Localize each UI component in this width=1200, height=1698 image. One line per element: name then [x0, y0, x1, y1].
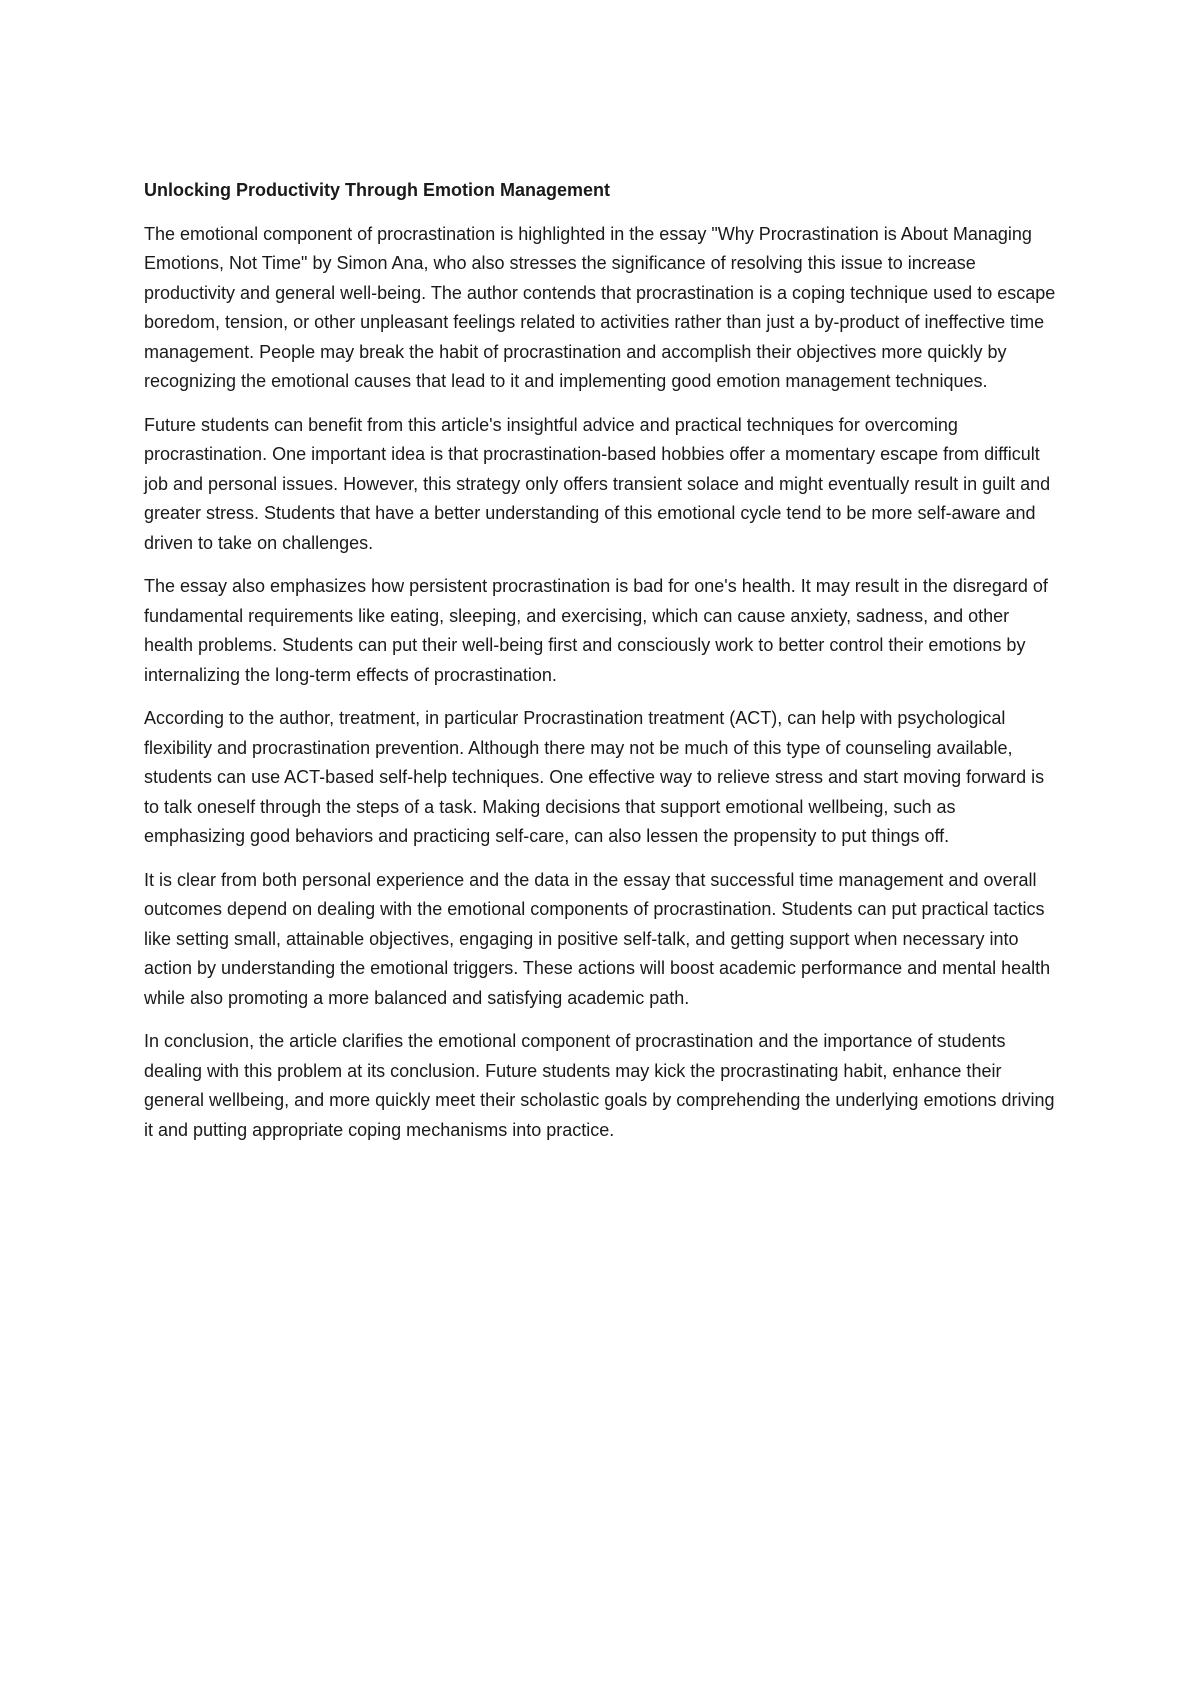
document-body: [144, 176, 1060, 1159]
document-title: Unlocking Productivity Through Emotion Management: [144, 180, 611, 200]
paragraph-techniques: Future students can benefit from this article's insightful advice and practical techniques for overcoming procrastination. One important idea is that procrastination-based hobbies offer a momentary escape from difficult job and personal issues. However, this strategy only offers transient solace and might eventually result in guilt and greater stress. Students that have a better understanding of this emotional cycle tend to be more self-aware and driven to take on challenges.: [144, 414, 1051, 553]
paragraph-treatment: According to the author, treatment, in particular Procrastination treatment (ACT), can help with psychological flexibility and procrastination prevention. Although there may not be much of this type of counseling available, students can use ACT-based self-help techniques. One effective way to relieve stress and start moving forward is to talk oneself through the steps of a task. Making decisions that support emotional wellbeing, such as emphasizing good behaviors and practicing self-care, can also lessen the propensity to put things off.: [144, 708, 1045, 846]
paragraph-outcomes: It is clear from both personal experience and the data in the essay that successful time management and overall outcomes depend on dealing with the emotional components of procrastination. Students can put practical tactics like setting small, attainable objectives, engaging in positive self-talk, and getting support when necessary into action by understanding the emotional triggers. These actions will boost academic performance and mental health while also promoting a more balanced and satisfying academic path.: [144, 869, 1051, 1008]
paragraph-health: The essay also emphasizes how persistent procrastination is bad for one's health. It may result in the disregard of fundamental requirements like eating, sleeping, and exercising, which can cause anxiety, sadness, and other health problems. Students can put their well-being first and consciously work to better control their emotions by internalizing the long-term effects of procrastination.: [144, 576, 1048, 685]
paragraph-intro: The emotional component of procrastination is highlighted in the essay "Why Procrastination is About Managing Emotions, Not Time" by Simon Ana, who also stresses the significance of resolving this issue to increase productivity and general well-being. The author contends that procrastination is a coping technique used to escape boredom, tension, or other unpleasant feelings related to activities rather than just a by-product of ineffective time management. People may break the habit of procrastination and accomplish their objectives more quickly by recognizing the emotional causes that lead to it and implementing good emotion management techniques.: [144, 223, 1056, 391]
paragraph-conclusion: In conclusion, the article clarifies the emotional component of procrastination and the importance of students dealing with this problem at its conclusion. Future students may kick the procrastinating habit, enhance their general wellbeing, and more quickly meet their scholastic goals by comprehending the underlying emotions driving it and putting appropriate coping mechanisms into practice.: [144, 1031, 1055, 1140]
